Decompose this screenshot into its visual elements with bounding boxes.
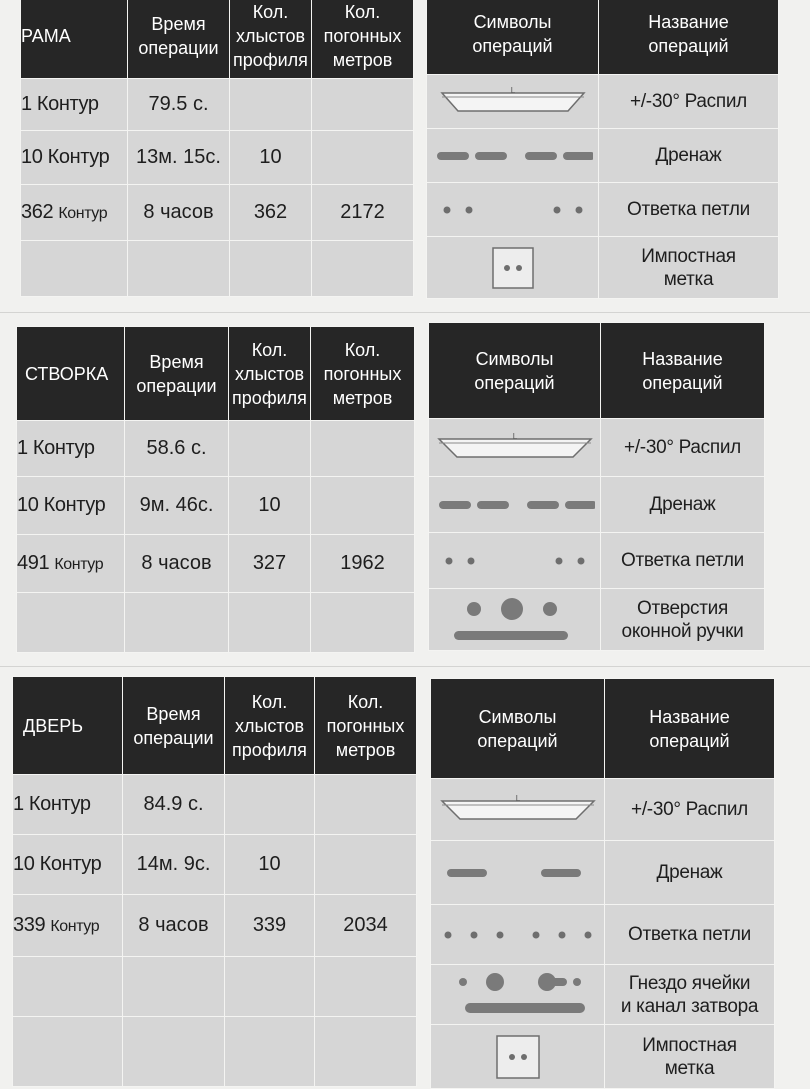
sash-ops-table xyxy=(428,322,765,651)
drainage-slots-icon xyxy=(431,841,605,905)
svg-text:L: L xyxy=(512,432,517,441)
meters-cell xyxy=(312,131,414,185)
window-handle-holes-icon xyxy=(429,589,601,651)
contour-cell: 362 Контур xyxy=(21,185,128,241)
table-row xyxy=(431,1025,775,1089)
table-row xyxy=(13,835,417,895)
lock-keeper-slot-icon xyxy=(431,965,605,1025)
contour-cell xyxy=(21,241,128,297)
table-row xyxy=(17,593,415,653)
frame-table xyxy=(20,0,414,297)
table-row xyxy=(427,183,779,237)
contour-cell: 339 Контур xyxy=(13,895,123,957)
meters-cell xyxy=(312,79,414,131)
meters-cell xyxy=(311,477,415,535)
bars-cell xyxy=(225,957,315,1017)
names-header: Название операций xyxy=(605,679,775,779)
bars-header: Кол. хлыстов профиля xyxy=(225,677,315,775)
op-name: Ответка петли xyxy=(601,533,765,589)
contour-cell: 1 Контур xyxy=(21,79,128,131)
door-ops-table xyxy=(430,678,775,1089)
table-row xyxy=(431,779,775,841)
saw-cut-icon xyxy=(431,779,605,841)
bars-header: Кол. хлыстов профиля xyxy=(229,327,311,421)
op-name: Дренаж xyxy=(601,477,765,533)
op-name: +/-30° Распил xyxy=(599,75,779,129)
page-divider xyxy=(0,312,810,313)
time-cell: 8 часов xyxy=(125,535,229,593)
contour-cell: 10 Контур xyxy=(13,835,123,895)
time-cell: 13м. 15с. xyxy=(128,131,230,185)
time-cell: 14м. 9с. xyxy=(123,835,225,895)
op-name: Дренаж xyxy=(605,841,775,905)
bars-cell xyxy=(229,593,311,653)
table-row xyxy=(13,957,417,1017)
op-name: Ответка петли xyxy=(599,183,779,237)
bars-cell: 10 xyxy=(229,477,311,535)
time-cell: 8 часов xyxy=(123,895,225,957)
op-name: +/-30° Распил xyxy=(601,419,765,477)
table-row xyxy=(431,965,775,1025)
meters-cell xyxy=(311,593,415,653)
table-row xyxy=(429,477,765,533)
page-divider xyxy=(0,666,810,667)
time-cell: 8 часов xyxy=(128,185,230,241)
meters-cell xyxy=(315,775,417,835)
symbols-header: Символы операций xyxy=(429,323,601,419)
bars-cell xyxy=(225,1017,315,1087)
hinge-holes-icon xyxy=(427,183,599,237)
op-name: Ответка петли xyxy=(605,905,775,965)
contour-cell: 1 Контур xyxy=(13,775,123,835)
time-cell xyxy=(125,593,229,653)
bars-cell: 362 xyxy=(230,185,312,241)
contour-cell: 10 Контур xyxy=(17,477,125,535)
time-cell xyxy=(123,957,225,1017)
time-cell xyxy=(123,1017,225,1087)
op-name: +/-30° Распил xyxy=(605,779,775,841)
table-row xyxy=(13,775,417,835)
bars-header: Кол. хлыстов профиля xyxy=(230,0,312,79)
drainage-slots-icon xyxy=(427,129,599,183)
meters-cell xyxy=(315,957,417,1017)
meters-cell: 2034 xyxy=(315,895,417,957)
mullion-mark-icon xyxy=(431,1025,605,1089)
time-header: Время операции xyxy=(125,327,229,421)
bars-cell xyxy=(229,421,311,477)
door-header: ДВЕРЬ xyxy=(13,677,123,775)
contour-cell: 10 Контур xyxy=(21,131,128,185)
meters-cell xyxy=(315,1017,417,1087)
drainage-slots-icon xyxy=(429,477,601,533)
table-row xyxy=(429,533,765,589)
saw-cut-icon xyxy=(429,419,601,477)
table-row xyxy=(21,131,414,185)
contour-cell xyxy=(13,957,123,1017)
contour-cell: 491 Контур xyxy=(17,535,125,593)
op-name: Отверстия оконной ручки xyxy=(601,589,765,651)
op-name: Гнездо ячейки и канал затвора xyxy=(605,965,775,1025)
names-header: Название операций xyxy=(601,323,765,419)
meters-cell xyxy=(312,241,414,297)
bars-cell: 10 xyxy=(230,131,312,185)
table-row xyxy=(427,75,779,129)
meters-cell xyxy=(315,835,417,895)
time-cell xyxy=(128,241,230,297)
table-row xyxy=(427,237,779,299)
contour-cell: 1 Контур xyxy=(17,421,125,477)
table-row xyxy=(427,129,779,183)
symbols-header: Символы операций xyxy=(431,679,605,779)
svg-text:L: L xyxy=(510,86,515,95)
contour-cell xyxy=(17,593,125,653)
hinge-holes-icon xyxy=(429,533,601,589)
frame-ops-table xyxy=(426,0,779,299)
names-header: Название операций xyxy=(599,0,779,75)
table-row xyxy=(13,1017,417,1087)
time-header: Время операции xyxy=(123,677,225,775)
bars-cell: 10 xyxy=(225,835,315,895)
table-row xyxy=(21,241,414,297)
hinge-holes-icon xyxy=(431,905,605,965)
table-row xyxy=(13,895,417,957)
table-row xyxy=(429,589,765,651)
sash-header: СТВОРКА xyxy=(17,327,125,421)
table-row xyxy=(17,421,415,477)
door-table xyxy=(12,676,417,1087)
time-cell: 9м. 46с. xyxy=(125,477,229,535)
svg-text:L: L xyxy=(515,794,520,803)
time-header: Время операции xyxy=(128,0,230,79)
table-row xyxy=(431,905,775,965)
table-row xyxy=(21,79,414,131)
op-name: Дренаж xyxy=(599,129,779,183)
bars-cell: 339 xyxy=(225,895,315,957)
time-cell: 79.5 с. xyxy=(128,79,230,131)
table-row xyxy=(21,185,414,241)
frame-header: РАМА xyxy=(21,0,128,79)
bars-cell xyxy=(230,241,312,297)
op-name: Импостная метка xyxy=(605,1025,775,1089)
meters-header: Кол. погонных метров xyxy=(312,0,414,79)
bars-cell: 327 xyxy=(229,535,311,593)
meters-cell: 1962 xyxy=(311,535,415,593)
bars-cell xyxy=(230,79,312,131)
meters-cell xyxy=(311,421,415,477)
saw-cut-icon xyxy=(427,75,599,129)
symbols-header: Символы операций xyxy=(427,0,599,75)
mullion-mark-icon xyxy=(427,237,599,299)
bars-cell xyxy=(225,775,315,835)
time-cell: 84.9 с. xyxy=(123,775,225,835)
meters-header: Кол. погонных метров xyxy=(311,327,415,421)
time-cell: 58.6 с. xyxy=(125,421,229,477)
sash-table xyxy=(16,326,415,653)
table-row xyxy=(17,477,415,535)
table-row xyxy=(431,841,775,905)
contour-cell xyxy=(13,1017,123,1087)
op-name: Импостная метка xyxy=(599,237,779,299)
table-row xyxy=(429,419,765,477)
meters-cell: 2172 xyxy=(312,185,414,241)
meters-header: Кол. погонных метров xyxy=(315,677,417,775)
table-row xyxy=(17,535,415,593)
